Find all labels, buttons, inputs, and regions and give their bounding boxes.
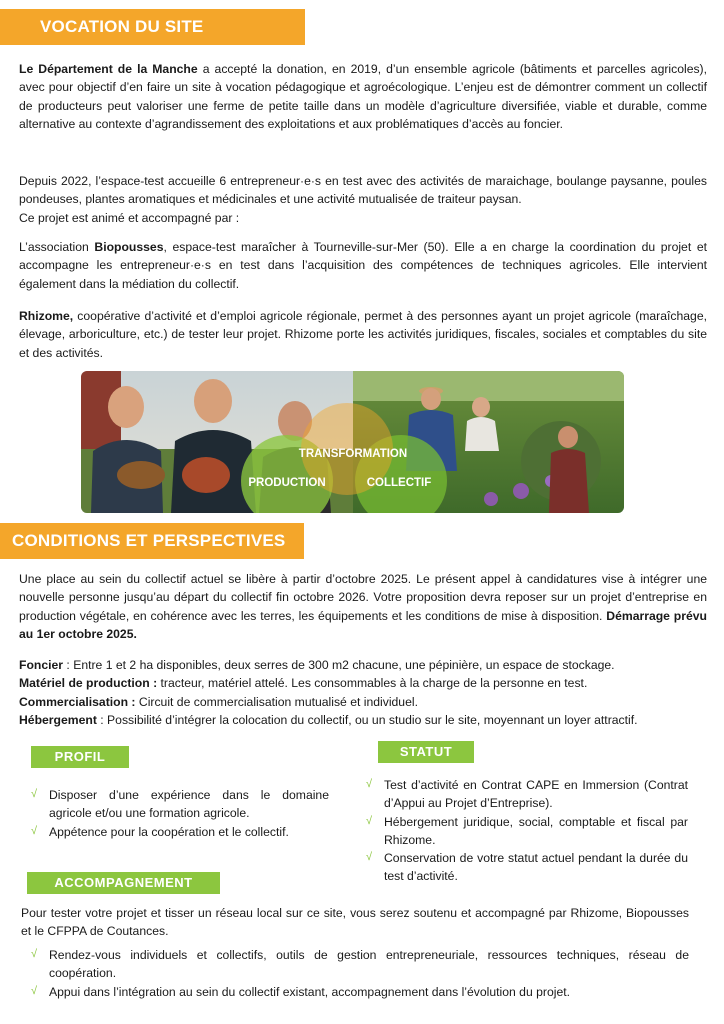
statut-item-text: Conservation de votre statut actuel pendant la durée du test d’activité. <box>384 851 688 884</box>
right-trees <box>353 371 624 401</box>
commercialisation-text: Circuit de commercialisation mutualisé et individuel. <box>135 694 418 709</box>
paragraph-details <box>19 656 707 729</box>
demarrage-bold: Démarrage prévu au 1er octobre 2025. <box>19 608 707 641</box>
materiel-text: tracteur, matériel attelé. Les consommables à la charge de la personne en test. <box>157 676 588 691</box>
flower-1 <box>513 483 529 499</box>
statut-item-text: Test d’activité en Contrat CAPE en Immersion (Contrat d’Appui au Projet d’Entreprise). <box>384 778 688 811</box>
transformation-label: TRANSFORMATION <box>298 448 408 460</box>
section-title-vocation: VOCATION DU SITE <box>0 9 305 45</box>
accompagnement-list <box>27 946 689 1001</box>
profil-item-text: Appétence pour la coopération et le collectif. <box>49 824 289 839</box>
foncier-text: : Entre 1 et 2 ha disponibles, deux serres de 300 m2 chacune, une pépinière, un espace de stockage. <box>63 658 615 672</box>
accompagnement-intro: Pour tester votre projet et tisser un réseau local sur ce site, vous serez soutenu et accompagné par Rhizome, Biopousses et le CFPPA de Coutances. <box>21 906 689 939</box>
hen <box>182 457 230 493</box>
paragraph-rhizome <box>19 307 707 362</box>
production-label: PRODUCTION <box>248 477 326 489</box>
biopousses-pre: L’association <box>19 240 95 254</box>
biopousses-bold: Biopousses <box>94 240 164 254</box>
person-4-face <box>421 388 441 410</box>
flower-3 <box>484 492 498 506</box>
accompagnement-item-text: Rendez-vous individuels et collectifs, outils de gestion entrepreneuriale, ressources techniques, réseau de coopération. <box>49 948 689 981</box>
conditions-text: Une place au sein du collectif actuel se libère à partir d’octobre 2025. Le présent appel à candidatures vise à intégrer une nouvelle personne jusqu’au départ du collectif fin octobre 2026. Votre proposition devra reposer sur un projet d’entreprise en production végétale, en cohérence avec les terres, les équipements et les conditions de mise à disposition. <box>19 572 707 623</box>
hebergement-label: Hébergement <box>19 712 97 727</box>
list-item <box>27 946 689 983</box>
paragraph-espace-test <box>19 172 707 227</box>
paragraph-biopousses <box>19 238 707 293</box>
check-icon: √ <box>31 788 38 800</box>
check-icon: √ <box>366 851 373 864</box>
paragraph-conditions <box>19 570 707 643</box>
rhizome-bold: Rhizome, <box>19 309 74 323</box>
person-6-face <box>558 426 578 448</box>
check-icon: √ <box>366 814 373 827</box>
materiel-label: Matériel de production : <box>19 676 158 691</box>
rhizome-text: coopérative d’activité et d’emploi agricole régionale, permet à des personnes ayant un projet agricole (maraîchage, élevage, arboriculture, etc.) de tester leur projet. Rhizome porte les activités juridiques, fiscales, sociales et comptables du site et des activités. <box>19 309 707 360</box>
statut-title: STATUT <box>378 741 474 763</box>
photo-illustration <box>81 371 624 513</box>
person-5-face <box>472 397 490 417</box>
list-item <box>27 786 329 823</box>
statut-item-text: Hébergement juridique, social, comptable et fiscal par Rhizome. <box>384 814 688 847</box>
collectif-label: COLLECTIF <box>366 477 432 489</box>
espace-test-text: Depuis 2022, l’espace-test accueille 6 entrepreneur·e·s en test avec des activités de maraichage, boulange paysanne, poules pondeuses, plantes aromatiques et médicinales et une activité mutualisée de traiteur paysan. <box>19 174 707 207</box>
profil-item-text: Disposer d’une expérience dans le domaine agricole et/ou une formation agricole. <box>49 788 329 821</box>
check-icon: √ <box>31 824 38 837</box>
statut-list <box>362 776 688 886</box>
check-icon: √ <box>31 948 38 960</box>
list-item <box>362 849 688 886</box>
biopousses-text: , espace-test maraîcher à Tourneville-sur-Mer (50). Elle a en charge la coordination du projet et accompagne les entrepreneur·e·s en test dans l’acquisition des compétences de techniques agricoles. Elle intervient également dans la médiation du collectif. <box>19 240 707 291</box>
profil-list <box>27 786 329 841</box>
person-2-face <box>194 379 232 423</box>
check-icon: √ <box>31 984 38 997</box>
accompagnement-item-text: Appui dans l’intégration au sein du collectif existant, accompagnement dans l’évolution du projet. <box>49 984 570 999</box>
person-5-body <box>465 417 499 451</box>
list-item <box>27 823 329 841</box>
paragraph-departement <box>19 60 707 133</box>
anime-par-text: Ce projet est animé et accompagné par : <box>19 210 240 225</box>
list-item <box>27 983 689 1001</box>
bread-loaf <box>117 461 165 489</box>
person-6-body <box>549 449 589 513</box>
accompagnement-title: ACCOMPAGNEMENT <box>27 872 220 894</box>
commercialisation-label: Commercialisation : <box>19 694 136 709</box>
hebergement-text: : Possibilité d’intégrer la colocation du collectif, ou un studio sur le site, moyennant un loyer attractif. <box>96 712 638 727</box>
departement-text: a accepté la donation, en 2019, d’un ensemble agricole (bâtiments et parcelles agricoles), avec pour objectif d’en faire un site à vocation pédagogique et agroécologique. L’enjeu est de démontrer comment un collectif de producteurs peut valoriser une ferme de petite taille dans un modèle d’agriculture diversifiée, viable et durable, comme alternative au contexte d’agrandissement des exploitations et aux problématiques d’accès au foncier. <box>19 62 708 131</box>
profil-title: PROFIL <box>31 746 129 768</box>
section-title-conditions: CONDITIONS ET PERSPECTIVES <box>0 523 304 559</box>
list-item <box>362 776 688 813</box>
collectif-photo <box>81 371 624 513</box>
departement-bold: Le Département de la Manche <box>19 62 198 76</box>
check-icon: √ <box>366 778 373 790</box>
list-item <box>362 813 688 850</box>
foncier-label: Foncier <box>19 658 64 672</box>
person-1-face <box>108 386 144 428</box>
